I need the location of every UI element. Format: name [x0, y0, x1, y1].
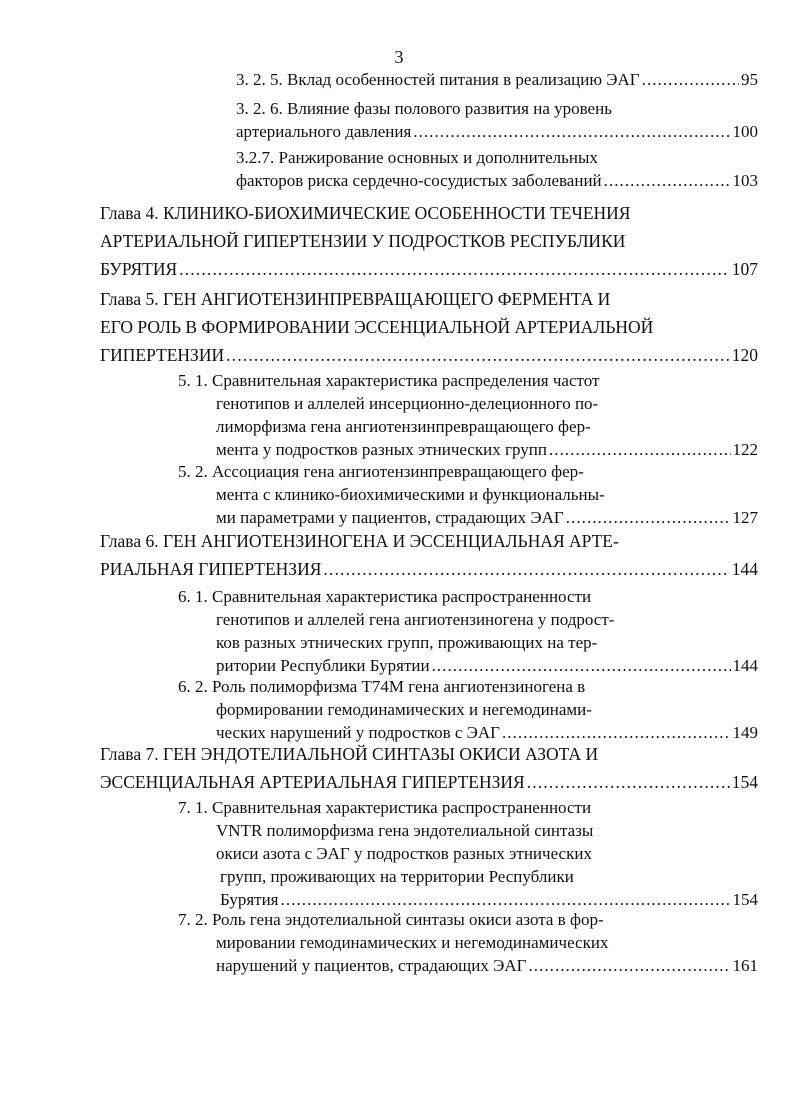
toc-line: Бурятия . . . 154: [178, 888, 758, 911]
page-ref: 154: [731, 772, 758, 792]
toc-line: факторов риска сердечно-сосудистых заболеваний . . . 103: [236, 169, 758, 192]
toc-line: ГИПЕРТЕНЗИИ . . . 120: [100, 341, 758, 369]
toc-line: 3. 2. 5. Вклад особенностей питания в реализацию ЭАГ . . . 95: [236, 68, 758, 91]
toc-line: ритории Республики Бурятии . . . 144: [178, 654, 758, 677]
page-ref: 161: [732, 956, 758, 975]
page-ref: 95: [741, 70, 758, 89]
toc-line: Глава 6. ГЕН АНГИОТЕНЗИНОГЕНА И ЭССЕНЦИАЛЬНАЯ АРТЕ-: [100, 531, 619, 551]
toc-line: групп, проживающих на территории Республики: [220, 867, 574, 886]
toc-line: 6. 2. Роль полиморфизма Т74М гена ангиотензиногена в: [178, 677, 586, 696]
leader-dots: [226, 341, 730, 369]
page-ref: 127: [732, 508, 758, 527]
toc-line: Глава 4. КЛИНИКО-БИОХИМИЧЕСКИЕ ОСОБЕННОСТИ ТЕЧЕНИЯ: [100, 203, 631, 223]
toc-line: АРТЕРИАЛЬНОЙ ГИПЕРТЕНЗИИ У ПОДРОСТКОВ РЕСПУБЛИКИ: [100, 231, 626, 251]
toc-entry-5-1: [178, 369, 758, 461]
toc-chapter-4: [100, 199, 758, 283]
toc-entry-6-1: [178, 585, 758, 677]
page-ref: 144: [732, 656, 758, 675]
toc-line: генотипов и аллелей гена ангиотензиногена у подрост-: [216, 610, 615, 629]
toc-entry-3-2-5: [236, 68, 758, 91]
toc-line: РИАЛЬНАЯ ГИПЕРТЕНЗИЯ . . . 144: [100, 555, 758, 583]
page-ref: 149: [732, 723, 758, 742]
toc-line: 5. 2. Ассоциация гена ангиотензинпревращающего фер-: [178, 462, 584, 481]
leader-dots: [432, 654, 731, 677]
leader-dots: [566, 506, 731, 529]
page-ref: 144: [731, 559, 758, 579]
toc-line: 7. 1. Сравнительная характеристика распространенности: [178, 798, 592, 817]
toc-line: Глава 5. ГЕН АНГИОТЕНЗИНПРЕВРАЩАЮЩЕГО ФЕРМЕНТА И: [100, 289, 611, 309]
leader-dots: [549, 438, 731, 461]
toc-line: 5. 1. Сравнительная характеристика распределения частот: [178, 371, 600, 390]
toc-line: ков разных этнических групп, проживающих на тер-: [216, 633, 598, 652]
toc-line: ЕГО РОЛЬ В ФОРМИРОВАНИИ ЭССЕНЦИАЛЬНОЙ АРТЕРИАЛЬНОЙ: [100, 317, 654, 337]
toc-line: ЭССЕНЦИАЛЬНАЯ АРТЕРИАЛЬНАЯ ГИПЕРТЕНЗИЯ . . . 154: [100, 768, 758, 796]
toc-entry-3-2-7: [236, 146, 758, 192]
toc-line: ческих нарушений у подростков с ЭАГ . . . 149: [178, 721, 758, 744]
toc-line: нарушений у пациентов, страдающих ЭАГ . . . 161: [178, 954, 758, 977]
leader-dots: [527, 768, 730, 796]
toc-chapter-7: [100, 740, 758, 796]
page-ref: 154: [732, 890, 758, 909]
page-ref: 107: [731, 259, 758, 279]
toc-line: ми параметрами у пациентов, страдающих ЭАГ . . . 127: [178, 506, 758, 529]
toc-entry-6-2: [178, 675, 758, 744]
toc-chapter-5: [100, 285, 758, 369]
toc-entry-7-2: [178, 908, 758, 977]
leader-dots: [179, 255, 730, 283]
toc-line: окиси азота с ЭАГ у подростков разных этнических: [216, 844, 592, 863]
toc-line: мента у подростков разных этнических групп . . . 122: [178, 438, 758, 461]
toc-line: БУРЯТИЯ . . . 107: [100, 255, 758, 283]
toc-entry-5-2: [178, 460, 758, 529]
toc-line: VNTR полиморфизма гена эндотелиальной синтазы: [216, 821, 594, 840]
toc-line: 7. 2. Роль гена эндотелиальной синтазы окиси азота в фор-: [178, 910, 604, 929]
leader-dots: [323, 555, 729, 583]
toc-line: формировании гемодинамических и негемодинами-: [216, 700, 592, 719]
page-ref: 100: [732, 122, 758, 141]
page-ref: 122: [732, 440, 758, 459]
toc-line: артериального давления . . . 100: [236, 120, 758, 143]
toc-line: 3. 2. 6. Влияние фазы полового развития на уровень: [236, 99, 612, 118]
toc-line: лиморфизма гена ангиотензинпревращающего фер-: [216, 417, 591, 436]
toc-line: мента с клинико-биохимическими и функциональны-: [216, 485, 605, 504]
toc-chapter-6: [100, 527, 758, 583]
page-ref: 120: [731, 345, 758, 365]
leader-dots: [528, 954, 730, 977]
toc-line: генотипов и аллелей инсерционно-делеционного по-: [216, 394, 599, 413]
toc-line: 6. 1. Сравнительная характеристика распространенности: [178, 587, 592, 606]
leader-dots: [413, 120, 730, 143]
toc-line: мировании гемодинамических и негемодинамических: [216, 933, 609, 952]
leader-dots: [642, 68, 739, 91]
toc-line: 3.2.7. Ранжирование основных и дополнительных: [236, 148, 598, 167]
toc-entry-3-2-6: [236, 97, 758, 143]
toc-line: Глава 7. ГЕН ЭНДОТЕЛИАЛЬНОЙ СИНТАЗЫ ОКИСИ АЗОТА И: [100, 744, 599, 764]
page-ref: 103: [732, 171, 758, 190]
toc-entry-7-1: [178, 796, 758, 911]
page-number: 3: [394, 47, 404, 67]
leader-dots: [604, 169, 731, 192]
